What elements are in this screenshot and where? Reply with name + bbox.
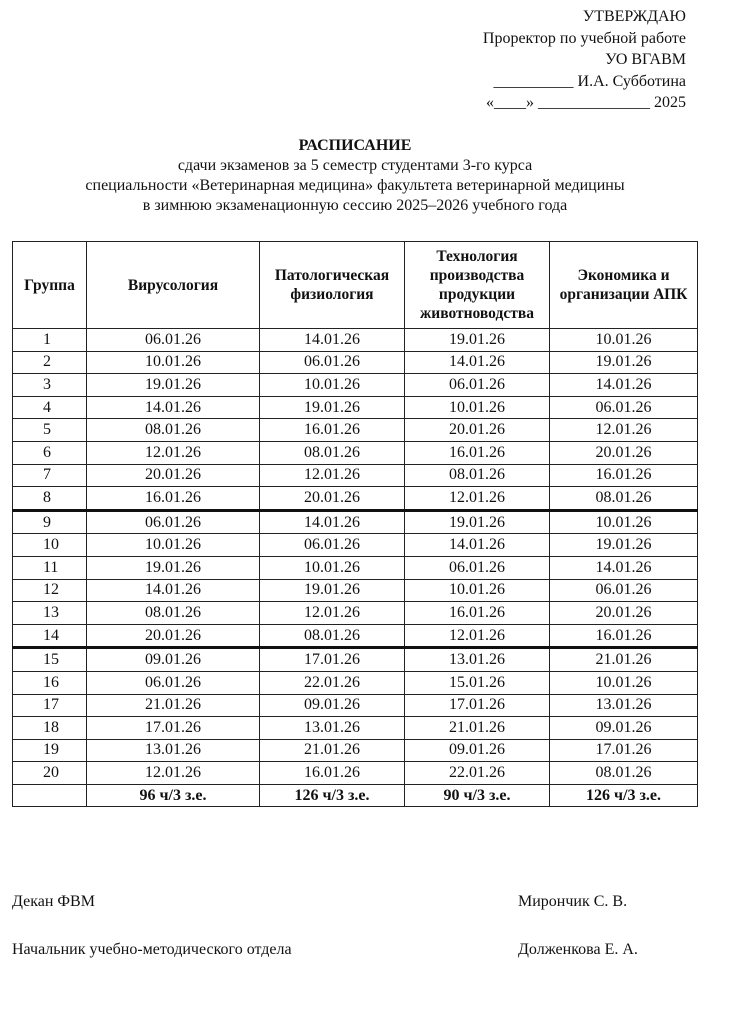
table-header-row: [13, 242, 698, 329]
group-number-cell: 8: [13, 487, 87, 511]
header-pathophysiology: Патологическая физиология: [260, 242, 405, 329]
exam-date-cell: 21.01.26: [405, 717, 550, 740]
exam-date-cell: 16.01.26: [87, 487, 260, 511]
exam-date-cell: 20.01.26: [87, 464, 260, 487]
exam-date-cell: 22.01.26: [260, 671, 405, 694]
table-row: [13, 602, 698, 625]
exam-date-cell: 12.01.26: [405, 487, 550, 511]
exam-date-cell: 19.01.26: [405, 329, 550, 352]
department-head-title: Начальник учебно-методического отдела: [12, 941, 292, 958]
exam-date-cell: 06.01.26: [87, 510, 260, 534]
exam-date-cell: 12.01.26: [550, 419, 698, 442]
exam-date-cell: 13.01.26: [550, 694, 698, 717]
exam-date-cell: 20.01.26: [550, 602, 698, 625]
exam-date-cell: 12.01.26: [260, 602, 405, 625]
group-number-cell: 13: [13, 602, 87, 625]
approval-line: УТВЕРЖДАЮ: [582, 8, 686, 25]
exam-date-cell: 06.01.26: [405, 556, 550, 579]
table-row: [13, 717, 698, 740]
document-title: РАСПИСАНИЕ: [298, 137, 412, 154]
header-livestock-technology: Технология производства продукции животноводства: [405, 242, 550, 329]
exam-date-cell: 20.01.26: [260, 487, 405, 511]
exam-date-cell: 06.01.26: [87, 671, 260, 694]
exam-date-cell: 12.01.26: [405, 624, 550, 648]
header-virology: Вирусология: [87, 242, 260, 329]
approval-block: [420, 6, 686, 114]
exam-date-cell: 06.01.26: [87, 329, 260, 352]
exam-date-cell: 12.01.26: [87, 441, 260, 464]
table-row: [13, 487, 698, 511]
approval-line: «____» ______________ 2025: [486, 94, 686, 111]
exam-date-cell: 10.01.26: [405, 579, 550, 602]
table-row: [13, 624, 698, 648]
dean-title: Декан ФВМ: [12, 893, 95, 910]
exam-date-cell: 10.01.26: [550, 510, 698, 534]
exam-date-cell: 13.01.26: [405, 648, 550, 672]
exam-date-cell: 16.01.26: [260, 419, 405, 442]
exam-date-cell: 20.01.26: [405, 419, 550, 442]
exam-date-cell: 09.01.26: [260, 694, 405, 717]
exam-date-cell: 10.01.26: [260, 374, 405, 397]
group-number-cell: 17: [13, 694, 87, 717]
approval-line: __________ И.А. Субботина: [493, 72, 686, 90]
exam-date-cell: 14.01.26: [87, 396, 260, 419]
exam-date-cell: 19.01.26: [87, 556, 260, 579]
department-head-name: Долженкова Е. А.: [518, 941, 638, 958]
group-number-cell: 1: [13, 329, 87, 352]
exam-date-cell: 10.01.26: [260, 556, 405, 579]
table-row: [13, 694, 698, 717]
table-row: [13, 648, 698, 672]
exam-date-cell: 17.01.26: [87, 717, 260, 740]
exam-date-cell: 17.01.26: [405, 694, 550, 717]
exam-date-cell: 10.01.26: [87, 534, 260, 557]
exam-date-cell: 10.01.26: [405, 396, 550, 419]
document-heading: [0, 136, 710, 216]
group-number-cell: 11: [13, 556, 87, 579]
group-number-cell: 20: [13, 762, 87, 785]
exam-date-cell: 14.01.26: [550, 374, 698, 397]
exam-date-cell: 16.01.26: [550, 624, 698, 648]
table-row: [13, 464, 698, 487]
group-number-cell: 7: [13, 464, 87, 487]
exam-date-cell: 06.01.26: [260, 351, 405, 374]
exam-date-cell: 14.01.26: [260, 510, 405, 534]
group-number-cell: 19: [13, 739, 87, 762]
exam-date-cell: 14.01.26: [260, 329, 405, 352]
exam-date-cell: 08.01.26: [87, 602, 260, 625]
group-number-cell: 14: [13, 624, 87, 648]
exam-date-cell: 17.01.26: [550, 739, 698, 762]
table-row: [13, 329, 698, 352]
exam-date-cell: 19.01.26: [550, 351, 698, 374]
exam-date-cell: 17.01.26: [260, 648, 405, 672]
exam-date-cell: 16.01.26: [405, 602, 550, 625]
exam-date-cell: 14.01.26: [550, 556, 698, 579]
exam-date-cell: 19.01.26: [87, 374, 260, 397]
exam-date-cell: 08.01.26: [260, 624, 405, 648]
total-hours-cell: 126 ч/3 з.е.: [260, 784, 405, 807]
exam-date-cell: 19.01.26: [550, 534, 698, 557]
exam-date-cell: 19.01.26: [260, 396, 405, 419]
group-number-cell: 10: [13, 534, 87, 557]
schedule-table: [12, 241, 698, 807]
exam-date-cell: 06.01.26: [550, 396, 698, 419]
exam-date-cell: 15.01.26: [405, 671, 550, 694]
approval-line: УО ВГАВМ: [605, 51, 686, 68]
total-hours-cell: 126 ч/3 з.е.: [550, 784, 698, 807]
exam-date-cell: 20.01.26: [550, 441, 698, 464]
group-number-cell: 18: [13, 717, 87, 740]
table-row: [13, 510, 698, 534]
exam-date-cell: 10.01.26: [550, 671, 698, 694]
exam-date-cell: 14.01.26: [405, 534, 550, 557]
exam-date-cell: 19.01.26: [405, 510, 550, 534]
table-row: [13, 556, 698, 579]
table-row: [13, 396, 698, 419]
header-group: Группа: [13, 242, 87, 329]
total-hours-cell: 90 ч/3 з.е.: [405, 784, 550, 807]
table-row: [13, 671, 698, 694]
exam-date-cell: 16.01.26: [260, 762, 405, 785]
header-economics: Экономика и организации АПК: [550, 242, 698, 329]
group-number-cell: 6: [13, 441, 87, 464]
subtitle-line: в зимнюю экзаменационную сессию 2025–2026 учебного года: [142, 197, 568, 214]
exam-date-cell: 06.01.26: [550, 579, 698, 602]
table-row: [13, 762, 698, 785]
exam-date-cell: 08.01.26: [550, 762, 698, 785]
group-number-cell: 5: [13, 419, 87, 442]
exam-date-cell: 09.01.26: [87, 648, 260, 672]
exam-date-cell: 08.01.26: [87, 419, 260, 442]
group-number-cell: 9: [13, 510, 87, 534]
subtitle-line: специальности «Ветеринарная медицина» факультета ветеринарной медицины: [85, 177, 625, 194]
approval-line: Проректор по учебной работе: [482, 29, 686, 47]
exam-date-cell: 09.01.26: [405, 739, 550, 762]
total-hours-cell: 96 ч/3 з.е.: [87, 784, 260, 807]
exam-date-cell: 13.01.26: [87, 739, 260, 762]
exam-date-cell: 10.01.26: [87, 351, 260, 374]
exam-date-cell: 12.01.26: [260, 464, 405, 487]
exam-date-cell: 21.01.26: [550, 648, 698, 672]
exam-date-cell: 21.01.26: [260, 739, 405, 762]
totals-row: [13, 784, 698, 807]
table-body: [13, 329, 698, 807]
group-number-cell: 3: [13, 374, 87, 397]
table-row: [13, 441, 698, 464]
exam-date-cell: 08.01.26: [550, 487, 698, 511]
subtitle-line: сдачи экзаменов за 5 семестр студентами 3-го курса: [177, 157, 533, 174]
totals-empty-cell: [13, 784, 87, 807]
exam-date-cell: 21.01.26: [87, 694, 260, 717]
exam-date-cell: 12.01.26: [87, 762, 260, 785]
exam-date-cell: 06.01.26: [260, 534, 405, 557]
exam-date-cell: 14.01.26: [87, 579, 260, 602]
exam-date-cell: 09.01.26: [550, 717, 698, 740]
table-row: [13, 351, 698, 374]
exam-date-cell: 13.01.26: [260, 717, 405, 740]
exam-date-cell: 08.01.26: [405, 464, 550, 487]
group-number-cell: 15: [13, 648, 87, 672]
group-number-cell: 12: [13, 579, 87, 602]
group-number-cell: 16: [13, 671, 87, 694]
table-row: [13, 739, 698, 762]
group-number-cell: 2: [13, 351, 87, 374]
exam-date-cell: 10.01.26: [550, 329, 698, 352]
group-number-cell: 4: [13, 396, 87, 419]
exam-date-cell: 16.01.26: [405, 441, 550, 464]
exam-date-cell: 20.01.26: [87, 624, 260, 648]
exam-date-cell: 22.01.26: [405, 762, 550, 785]
exam-date-cell: 06.01.26: [405, 374, 550, 397]
table-row: [13, 579, 698, 602]
table-row: [13, 419, 698, 442]
table-row: [13, 374, 698, 397]
exam-date-cell: 08.01.26: [260, 441, 405, 464]
table-row: [13, 534, 698, 557]
exam-date-cell: 14.01.26: [405, 351, 550, 374]
exam-date-cell: 16.01.26: [550, 464, 698, 487]
dean-name: Мирончик С. В.: [518, 893, 628, 910]
exam-date-cell: 19.01.26: [260, 579, 405, 602]
